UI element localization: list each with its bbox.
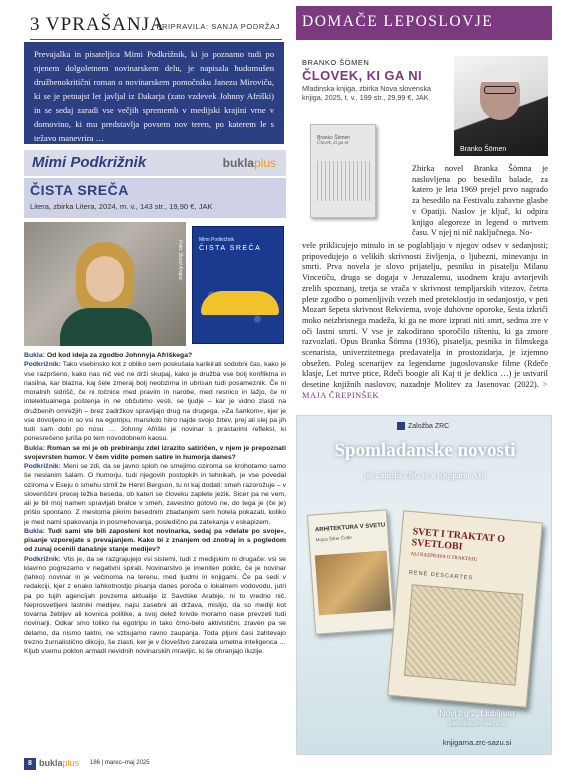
photo-caption: Branko Šömen	[460, 146, 507, 153]
ad-subtitle: pri Založbi ZRC in v Knjigarni Azil	[363, 470, 487, 480]
ad-book-1	[307, 509, 395, 634]
ad-book-2-author: RENÉ DESCARTES	[408, 569, 474, 582]
answer-text: Vtis je, da se razgrajujejo vsi sistemi, tudi z medijskim ni drugače: vsi se klavrno pogrezamo v negativni spirali. Novinarstvo je imeniten poklic, če je novinar (lahko) novinar in je večinoma na terenu, med ljudmi in knjigami. Če pa sedi v redakciji, kjer z enako lahkotnostjo pisanja danes poroča o lokalnem vodovodu, jutri pa po tujih agencijah povzema aktualije iz Savdske Arabije, ni to vredno nič. Neprosvetljeni lastniki medijev, najsi zasebni ali država, mislijo, da so mediji kot tovarna žebljev ali kovnica politike, a svoj delež krivde moramo nase prevzeti tudi novinarji. Odkar smo toliko na egotripu in tako črno-belo aktivistični, zraven pa se delamo, da nismo taktni, ne vzbujamo ravno zaupanja. Toda pljuni časi zahtevajo trezno žurnalistično dikcijo, še zlasti, ker je v človeštvo zarezala umetna inteligenca … Kljub vsemu poklon armadi nevidnih novinarskih mravljic, ki še ohranjajo iluzije.	[24, 555, 286, 655]
ad-book-2-image	[404, 584, 524, 685]
speaker: Podkrižnik:	[24, 463, 61, 470]
interview-paragraph	[24, 360, 286, 443]
interview-paragraph	[24, 527, 286, 555]
interview-text	[24, 351, 286, 756]
logo-main: bukla	[222, 156, 254, 170]
ad-book-2-title: SVET I TRAKTAT O SVETLOBI	[411, 526, 506, 553]
book-header	[24, 178, 286, 218]
cover-banana-illustration	[201, 291, 279, 315]
question-text: Tudi sami ste bili zaposleni kot novinarka, sedaj pa »delate po svoje«, pisanje vzporejate s prevajanjem. Kako bi z znanjem od znotraj in s pogledom od zunaj ocenili današnje stanje medijev?	[24, 527, 286, 554]
answer-text: Tako vsebinsko kot z obliko sem poskušala karikirati sodobni čas, kako je vse razpršeno, kako nas nič več ne drži skupaj, kako je družba vse bolj konfliktna in nasilna, kar blazna, kaj šele zmeraj bolj neobzirna in ubrisan tudi posameznik. Če ni moralnih sidrišč, če ni točnice med pravim in narobe, med resnico in lažjo, če ni intelektualnega poštenja in ne občutimo vesti, se ljudje – kar je vidno zlasti na družbenih omrežjih – brez zadržkov spravljajo drug na drugega. »Za šankom«, kjer je vse dovoljeno in so vsi na egotripu, marsikdo hitro najde svojo žrtev, prej ali slej pa jih tudi sam dobi po nosu … Johnny Afriški je novinar s prastarimi refleksi, ki ponesrečeno juriša po tem novodobnem kaosu.	[24, 361, 286, 443]
answer-text: Meni se zdi, da se javno sploh ne smejimo oziroma se krohotamo samo še neslanim šalam. O humorju, tudi njegovih postopkih in tehnikah, je vse povedal oziroma v Eseju o smehu strnil že Henri Bergson, tu ni kaj dodati: smeh razorožuje – v slovenščini precej težka beseda, ob kateri se človeku zaplete jezik. Sicer pa ne vem, ali je bil moj namen spravljati bralce v smeh, zavestno gotovo ne, do tega je (če je) prišlo spontano. Z mestoma pikrim besednim zbadanjem sem hotela pokazati, koliko je med nami spakovanja in posmehovanja, posledično pa zatekanja v eskapizem.	[24, 463, 286, 526]
photo-hair	[480, 66, 520, 82]
review-book-title: ČLOVEK, KI GA NI	[302, 68, 423, 83]
speaker: Bukla:	[24, 444, 45, 452]
question-text: Roman se mi je ob prebiranju zdel izrazito satiričen, v njem je prepoznati svojevrsten humor. V čem vidite pomen satire in humorja danes?	[24, 444, 286, 461]
author-photo-right	[454, 56, 548, 156]
cover-title: ČISTA SREČA	[199, 245, 262, 252]
page-number: 8	[24, 758, 36, 770]
cover-author: Mimi Podkrižnik	[199, 237, 235, 243]
ad-website[interactable]: zalozba.zrc-sazu.si	[448, 720, 506, 727]
interview-paragraph	[24, 462, 286, 527]
ad-shop-url[interactable]: knjigarna.zrc-sazu.si	[442, 738, 512, 747]
interview-paragraph	[24, 555, 286, 657]
review-signature: > MAJA ČREPINŠEK	[302, 380, 548, 400]
review-text-body	[302, 241, 548, 403]
photo-credit: Foto: Borut Krajnc	[177, 240, 183, 281]
photo-dress	[60, 308, 152, 346]
review-author: BRANKO ŠÖMEN	[302, 58, 370, 67]
author-band	[24, 150, 286, 176]
publisher-logo	[397, 422, 449, 430]
ad-address: Novi trg 2, Ljubljana	[439, 708, 515, 718]
book-cover	[192, 226, 284, 344]
publisher-logo-icon	[397, 422, 405, 430]
review-body: vele priklicujejo minulo in se poglabljajo v njegov odsev v sedanjosti; pripovedujejo o velikih skrivnosti življenja, o ljubezni, minevanju in smrti. Prva novela je slovo prijatelju, pesniku in pisatelju Milanu Vincetiču, druga se dogaja v Jeruzalemu, usodnem kraju avtorjevih zrelih spoznanj, tretja se vrača v skrivnost templjarskih vitezov, četrta plete zgodbo o pomenljivih vezeh med preteklostjo in sedanjostjo, v peti Mozart šepeta skrivnost Rekviema, svoje duhovne oporoke, šesta izkriči moko neizbrisnega madeža, ki ga ne more izprati niti smrt, sedma zre v oči lastni smrti. V vse je zakodirano sporočilo tišteniu, ki ga zmore razvozlati. Opus Branka Šömna (1936), pisatelja, pesnika in filmskega scenarista, univerzitetnega predavatelja in prostozidarja, je izjemno obsežen. Poleg scenarijev za legendarne jugoslovanske filme (Rdeče klasje, Let mrtve ptice, Rdeči boogie ali Kaj ti je deklica …) je ustvaril desetine knjižnih naslovov, nazadnje Molitev za Jasenovac (2022).	[302, 241, 548, 390]
author-name: Mimi Podkrižnik	[32, 154, 147, 171]
ad-book-1-author: Mojca Šifrer Čufer	[315, 534, 353, 543]
section-title: 3 VPRAŠANJA	[30, 14, 165, 35]
ad-book-1-title: ARHITEKTURA V SVETU	[314, 522, 386, 534]
cover-title: Človek, ki ga ni	[317, 141, 349, 146]
review-text-top: Zbirka novel Branka Šömna je naslovljena po besedilu balade, za katero je leta 1969 prejel prvo nagrado za besedilo na Festivalu zabavne glasbe v Opatiji. Naslov je ključ, ki odpira knjigo alegoreze in legend o mrtvem času. V njej ni nič naključnega. No-	[412, 164, 548, 238]
photo-face	[86, 256, 124, 302]
page-footer	[24, 757, 286, 771]
section-header-right	[296, 6, 552, 40]
footer-logo-main: bukla	[39, 758, 63, 768]
ad-book-2-subtitle: ALI RAZPRAVA O TRAKTATU	[410, 552, 478, 563]
section-header	[30, 12, 282, 40]
right-column	[296, 0, 552, 777]
prepared-by: PRIPRAVILA: SANJA PODRŽAJ	[156, 22, 280, 31]
ad-book-1-image	[315, 550, 391, 615]
advertisement[interactable]	[296, 415, 552, 755]
book-title: ČISTA SREČA	[30, 182, 129, 198]
section-title-right: DOMAČE LEPOSLOVJE	[302, 13, 494, 30]
book-meta: Litera, zbirka Litera, 2024, m. v., 143 str., 19,90 €, JAK	[30, 202, 213, 211]
issue-info: 186 | marec–maj 2025	[90, 760, 150, 766]
header-rule	[30, 39, 282, 40]
question-text: Od kod ideja za zgodbo Johnnyja Afriškega?	[44, 352, 193, 359]
logo-plus: plus	[253, 156, 276, 170]
author-photo	[24, 222, 186, 346]
bukla-logo	[223, 156, 276, 170]
intro-box: Prevajalka in pisateljica Mimi Podkrižnik, ki jo poznamo tudi po njenem dolgoletnem novinarskem delu, je napisala hudomušen družbenokritični roman o novinarskem pomočniku Janezu Miroviču, ki se je petnajst let javljal iz Dakarja (zato vzdevek Johnny Afriški) in se sedaj zaradi vse večjih sprememb v medijski krajini vrne v domovino, ki mu predstavlja povsem nov teren, po katerem le s težavo manevrira …	[24, 42, 284, 144]
interview-paragraph	[24, 351, 286, 360]
speaker: Bukla:	[24, 352, 45, 359]
ad-book-2	[387, 510, 543, 707]
cover-illustration	[317, 161, 371, 201]
photo-glasses	[484, 86, 516, 94]
review-book-cover	[310, 124, 376, 218]
footer-logo-plus: plus	[62, 758, 80, 768]
cover-author: Branko Šömen	[317, 135, 351, 141]
interview-paragraph	[24, 444, 286, 463]
review-book-meta: Mladinska knjiga, zbirka Nova slovenska knjiga, 2025, t. v., 199 str., 29,99 €, JAK	[302, 84, 432, 102]
speaker: Podkrižnik:	[24, 361, 61, 369]
speaker: Podkrižnik:	[24, 555, 61, 563]
speaker: Bukla:	[24, 527, 45, 535]
footer-logo	[39, 758, 79, 768]
ad-title: Spomladanske novosti	[334, 440, 516, 461]
publisher-name: Založba ZRC	[408, 422, 450, 430]
